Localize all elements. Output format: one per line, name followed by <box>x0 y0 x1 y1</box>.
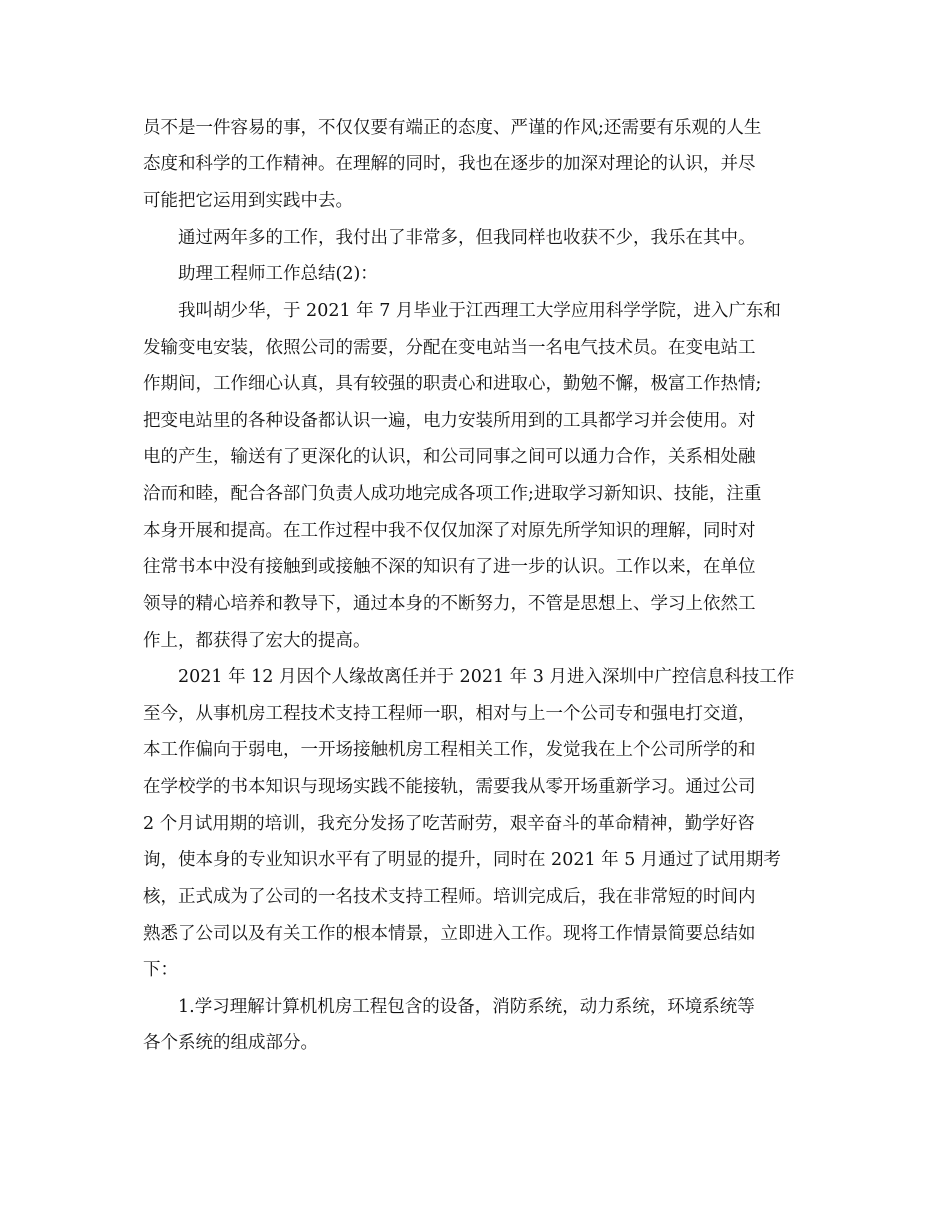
text-line: 熟悉了公司以及有关工作的根本情景，立即进入工作。现将工作情景简要总结如 <box>143 924 756 944</box>
text-line: 把变电站里的各种设备都认识一遍，电力安装所用到的工具都学习并会使用。对 <box>143 411 756 431</box>
text-line: 作期间，工作细心认真，具有较强的职责心和进取心，勤勉不懈，极富工作热情; <box>143 374 762 394</box>
text-line: 可能把它运用到实践中去。 <box>143 191 353 211</box>
text-line: 通过两年多的工作，我付出了非常多，但我同样也收获不少，我乐在其中。 <box>178 228 756 248</box>
text-line: 各个系统的组成部分。 <box>143 1033 318 1053</box>
text-line: 本工作偏向于弱电，一开场接触机房工程相关工作，发觉我在上个公司所学的和 <box>143 740 756 760</box>
list-item: 1.学习理解计算机机房工程包含的设备，消防系统，动力系统，环境系统等 <box>178 997 755 1017</box>
text-line: 洽而和睦，配合各部门负责人成功地完成各项工作;进取学习新知识、技能，注重 <box>143 484 762 504</box>
document-body <box>143 0 808 1230</box>
text-line: 2021 年 12 月因个人缘故离任并于 2021 年 3 月进入深圳中广控信息科技工作 <box>178 667 795 687</box>
text-line: 电的产生，输送有了更深化的认识，和公司同事之间可以通力合作，关系相处融 <box>143 447 756 467</box>
text-line: 发输变电安装，依照公司的需要，分配在变电站当一名电气技术员。在变电站工 <box>143 338 756 358</box>
text-line: 本身开展和提高。在工作过程中我不仅仅加深了对原先所学知识的理解，同时对 <box>143 521 756 541</box>
text-line: 态度和科学的工作精神。在理解的同时，我也在逐步的加深对理论的认识，并尽 <box>143 154 756 174</box>
text-line: 往常书本中没有接触到或接触不深的知识有了进一步的认识。工作以来，在单位 <box>143 557 756 577</box>
text-line: 员不是一件容易的事，不仅仅要有端正的态度、严谨的作风;还需要有乐观的人生 <box>143 118 762 138</box>
text-line: 下： <box>143 960 178 980</box>
text-line: 至今，从事机房工程技术支持工程师一职，相对与上一个公司专和强电打交道， <box>143 704 756 724</box>
text-line: 询，使本身的专业知识水平有了明显的提升，同时在 2021 年 5 月通过了试用期考 <box>143 850 781 870</box>
text-line: 在学校学的书本知识与现场实践不能接轨，需要我从零开场重新学习。通过公司 <box>143 777 756 797</box>
text-line: 作上，都获得了宏大的提高。 <box>143 631 371 651</box>
text-line: 领导的精心培养和教导下，通过本身的不断努力，不管是思想上、学习上依然工 <box>143 594 756 614</box>
text-line: 我叫胡少华，于 2021 年 7 月毕业于江西理工大学应用科学学院，进入广东和 <box>178 301 781 321</box>
text-line: 核，正式成为了公司的一名技术支持工程师。培训完成后，我在非常短的时间内 <box>143 887 756 907</box>
text-line: 2 个月试用期的培训，我充分发扬了吃苦耐劳，艰辛奋斗的革命精神，勤学好咨 <box>143 814 755 834</box>
section-heading: 助理工程师工作总结(2)： <box>178 264 378 284</box>
